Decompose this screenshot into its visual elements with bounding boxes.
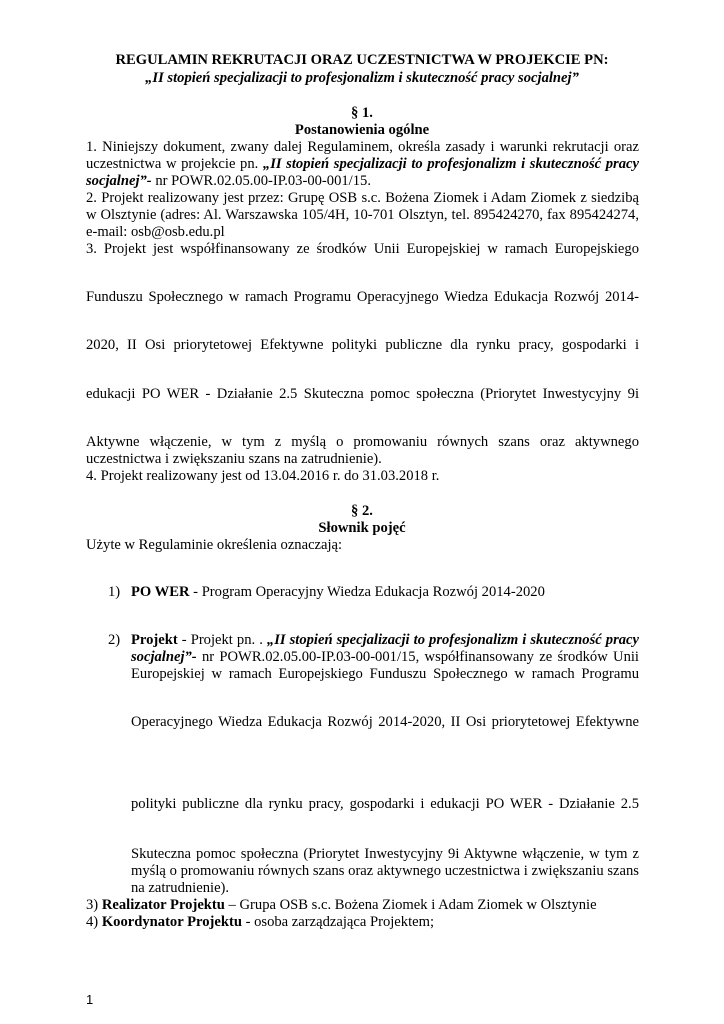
list-item-3: 3) Realizator Projektu – Grupa OSB s.c. Bożena Ziomek i Adam Ziomek w Olsztynie	[86, 897, 597, 913]
s1-p3-line6: uczestnictwa i zwiększaniu szans na zatrudnienie).	[86, 451, 382, 467]
list-item-2-line8: na zatrudnienie).	[131, 880, 230, 896]
list-item-2-line2: socjalnej”- nr POWR.02.05.00-IP.03-00-001/15, współfinansowany ze środków Unii	[131, 649, 639, 665]
list-item-2-line5: polityki publiczne dla rynku pracy, gospodarki i edukacji PO WER - Działanie 2.5	[131, 796, 639, 812]
section-1-number: § 1.	[351, 105, 373, 121]
section-2-heading: Słownik pojęć	[318, 520, 406, 536]
section-1-heading: Postanowienia ogólne	[294, 122, 430, 138]
list-item-2-number: 2)	[108, 632, 121, 648]
s1-p2-line3: e-mail: osb@osb.edu.pl	[86, 224, 225, 240]
list-item-1: PO WER - Program Operacyjny Wiedza Edukacja Rozwój 2014-2020	[131, 584, 545, 600]
list-item-4: 4) Koordynator Projektu - osoba zarządzająca Projektem;	[86, 914, 435, 930]
s1-p3-line1: 3. Projekt jest współfinansowany ze środków Unii Europejskiej w ramach Europejskiego	[86, 241, 639, 257]
s1-p1-line1: 1. Niniejszy dokument, zwany dalej Regulaminem, określa zasady i warunki rekrutacji oraz	[86, 139, 639, 155]
s1-p4: 4. Projekt realizowany jest od 13.04.2016 r. do 31.03.2018 r.	[86, 468, 440, 484]
s1-p3-line3: 2020, II Osi priorytetowej Efektywne polityki publiczne dla rynku pracy, gospodarki i	[86, 337, 639, 353]
s1-p3-line5: Aktywne włączenie, w tym z myślą o promowaniu równych szans oraz aktywnego	[86, 434, 639, 450]
list-item-2-line4: Operacyjnego Wiedza Edukacja Rozwój 2014-2020, II Osi priorytetowej Efektywne	[131, 714, 639, 730]
list-item-2-line1: Projekt - Projekt pn. . „II stopień specjalizacji to profesjonalizm i skuteczność pracy	[131, 632, 639, 648]
section-2-number: § 2.	[351, 503, 373, 519]
document-title: REGULAMIN REKRUTACJI ORAZ UCZESTNICTWA W PROJEKCIE PN:	[115, 52, 609, 68]
list-item-2-line6: Skuteczna pomoc społeczna (Priorytet Inwestycyjny 9i Aktywne włączenie, w tym z	[131, 846, 639, 862]
page-number: 1	[86, 992, 94, 1007]
s1-p2-line2: w Olsztynie (adres: Al. Warszawska 105/4H, 10-701 Olsztyn, tel. 895424270, fax 895424274,	[86, 207, 639, 223]
list-item-1-number: 1)	[108, 584, 121, 600]
list-item-2-line7: myślą o promowaniu równych szans oraz aktywnego uczestnictwa i zwiększaniu szans	[131, 863, 639, 879]
s1-p3-line2: Funduszu Społecznego w ramach Programu Operacyjnego Wiedza Edukacja Rozwój 2014-	[86, 289, 639, 305]
s1-p1-line3: socjalnej”- nr POWR.02.05.00-IP.03-00-001/15.	[86, 173, 371, 189]
s2-intro: Użyte w Regulaminie określenia oznaczają:	[86, 537, 343, 553]
project-name: „II stopień specjalizacji to profesjonalizm i skuteczność pracy socjalnej”	[145, 70, 579, 86]
s1-p2-line1: 2. Projekt realizowany jest przez: Grupę OSB s.c. Bożena Ziomek i Adam Ziomek z siedzibą	[86, 190, 639, 206]
list-item-2-line3: Europejskiej w ramach Europejskiego Funduszu Społecznego w ramach Programu	[131, 666, 639, 682]
s1-p3-line4: edukacji PO WER - Działanie 2.5 Skuteczna pomoc społeczna (Priorytet Inwestycyjny 9i	[86, 386, 639, 402]
s1-p1-line2: uczestnictwa w projekcie pn. „II stopień specjalizacji to profesjonalizm i skuteczność pracy	[86, 156, 639, 172]
